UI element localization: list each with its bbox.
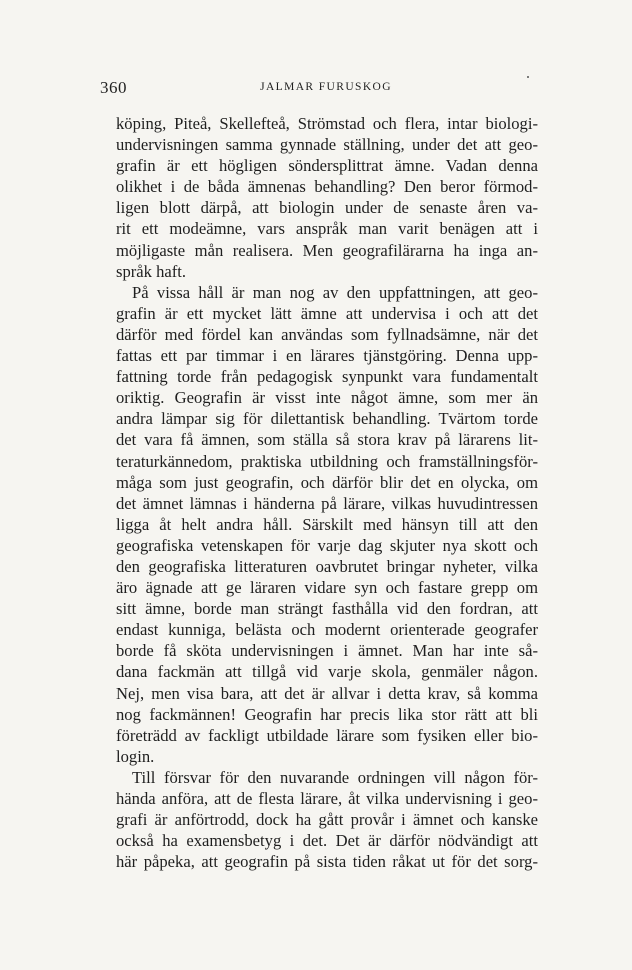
text-line: ligga åt helt andra håll. Särskilt med hänsyn till att den — [116, 514, 538, 534]
text-line: det vara få ämnen, som ställa så stora krav på lärarens lit- — [116, 430, 538, 450]
print-speck — [527, 76, 529, 78]
text-line: borde få sköta undervisningen i ämnet. Man har inte så- — [116, 641, 538, 661]
text-line: sitt ämne, borde man strängt fasthålla vid den fordran, att — [116, 599, 538, 619]
text-line: fattning torde från pedagogisk synpunkt vara fundamentalt — [116, 367, 538, 387]
text-line: dana fackmän att tillgå vid varje skola, genmäler någon. — [116, 662, 538, 682]
text-line: teraturkännedom, praktiska utbildning och framställningsför- — [116, 451, 538, 471]
text-line: Nej, men visa bara, att det är allvar i detta krav, så komma — [116, 683, 538, 703]
text-line: måga som just geografin, och därför blir det en olycka, om — [116, 472, 538, 492]
text-line: här påpeka, att geografin på sista tiden råkat ut för det sorg- — [116, 852, 538, 872]
text-line: Till försvar för den nuvarande ordningen vill någon för- — [132, 767, 538, 787]
running-head: JALMAR FURUSKOG — [260, 81, 392, 93]
text-line: köping, Piteå, Skellefteå, Strömstad och flera, intar biologi- — [116, 114, 538, 133]
text-line: grafin är ett mycket lätt ämne att undervisa i och att det — [116, 303, 538, 323]
text-line: fattas ett par timmar i en lärares tjänstgöring. Denna upp- — [116, 346, 538, 366]
text-line: det ämnet lämnas i händerna på lärare, vilkas huvudintressen — [116, 493, 538, 513]
text-line: nog fackmännen! Geografin har precis lika stor rätt att bli — [116, 704, 538, 724]
text-line: hända anföra, att de flesta lärare, åt vilka undervisning i geo- — [116, 789, 538, 808]
text-line: språk haft. — [116, 261, 187, 281]
text-line: grafin är ett högligen söndersplittrat ämne. Vadan denna — [116, 156, 538, 176]
text-line: rit ett modeämne, vars anspråk man varit benägen att i — [116, 219, 538, 239]
text-line: grafi är anförtrodd, dock ha gått provår i ämnet och kanske — [116, 810, 538, 830]
text-line: andra lämpar sig för dilettantisk behandling. Tvärtom torde — [116, 409, 538, 429]
text-line: olikhet i de båda ämnenas behandling? Den beror förmod- — [116, 177, 538, 197]
text-line: ligen blott därpå, att biologin under de senaste åren va- — [116, 198, 538, 218]
text-line: login. — [116, 746, 155, 766]
text-line: På vissa håll är man nog av den uppfattningen, att geo- — [132, 282, 538, 302]
text-line: endast kunniga, belästa och modernt orienterade geografer — [116, 620, 538, 640]
text-line: äro ägnade att ge läraren vidare syn och fastare grepp om — [116, 578, 538, 598]
text-line: därför med fördel kan användas som fyllnadsämne, när det — [116, 324, 538, 344]
page-number: 360 — [100, 78, 127, 97]
text-line: också ha examensbetyg i det. Det är därför nödvändigt att — [116, 831, 538, 851]
text-line: geografiska vetenskapen för varje dag skjuter nya skott och — [116, 535, 538, 555]
text-line: oriktig. Geografin är visst inte något ämne, som mer än — [116, 388, 538, 408]
body-text — [116, 113, 538, 872]
text-line: den geografiska litteraturen oavbrutet bringar nyheter, vilka — [116, 556, 538, 576]
text-line: företrädd av fackligt utbildade lärare som fysiken eller bio- — [116, 725, 538, 745]
text-line: undervisningen samma gynnade ställning, under det att geo- — [116, 135, 538, 155]
text-line: möjligaste mån realisera. Men geografilärarna ha inga an- — [116, 240, 538, 260]
